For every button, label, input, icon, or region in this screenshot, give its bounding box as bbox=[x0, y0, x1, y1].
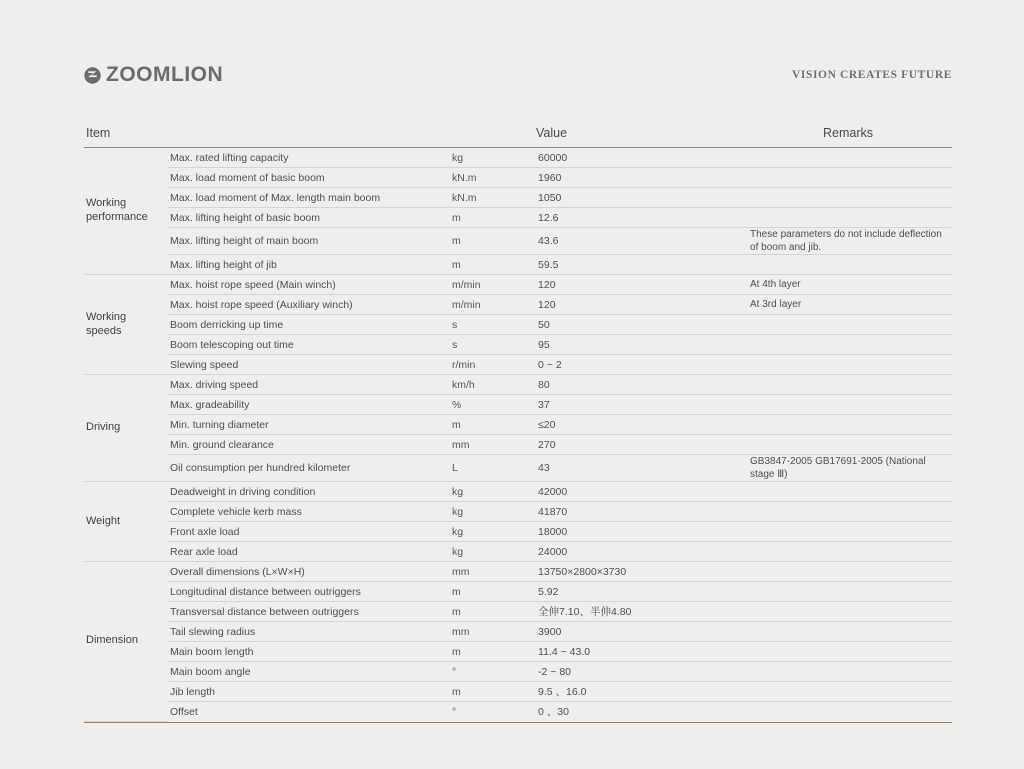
column-header-value: Value bbox=[532, 126, 744, 148]
cell-unit: m bbox=[448, 602, 532, 622]
cell-item-name: Longitudinal distance between outriggers bbox=[168, 582, 448, 602]
cell-value: 43 bbox=[532, 455, 744, 482]
cell-value: 9.5 、16.0 bbox=[532, 682, 744, 702]
table-row bbox=[84, 415, 952, 435]
cell-unit: s bbox=[448, 315, 532, 335]
cell-unit: m/min bbox=[448, 275, 532, 295]
table-row bbox=[84, 455, 952, 482]
cell-value: 1050 bbox=[532, 188, 744, 208]
cell-item-name: Complete vehicle kerb mass bbox=[168, 502, 448, 522]
table-row bbox=[84, 208, 952, 228]
cell-unit: mm bbox=[448, 562, 532, 582]
cell-value: 59.5 bbox=[532, 255, 744, 275]
table-row bbox=[84, 622, 952, 642]
cell-value: 13750×2800×3730 bbox=[532, 562, 744, 582]
cell-value: 11.4 ~ 43.0 bbox=[532, 642, 744, 662]
cell-item-name: Max. hoist rope speed (Main winch) bbox=[168, 275, 448, 295]
cell-item-name: Boom derricking up time bbox=[168, 315, 448, 335]
cell-value: 270 bbox=[532, 435, 744, 455]
cell-unit: m/min bbox=[448, 295, 532, 315]
cell-remarks bbox=[744, 188, 952, 208]
cell-unit: m bbox=[448, 415, 532, 435]
cell-item-name: Tail slewing radius bbox=[168, 622, 448, 642]
cell-remarks bbox=[744, 395, 952, 415]
cell-item-name: Max. lifting height of basic boom bbox=[168, 208, 448, 228]
cell-value: 43.6 bbox=[532, 228, 744, 255]
brand-tagline: VISION CREATES FUTURE bbox=[792, 69, 952, 81]
cell-remarks: These parameters do not include deflection of boom and jib. bbox=[744, 228, 952, 255]
column-header-item: Item bbox=[84, 126, 532, 148]
cell-item-name: Transversal distance between outriggers bbox=[168, 602, 448, 622]
table-row bbox=[84, 275, 952, 295]
cell-value: 50 bbox=[532, 315, 744, 335]
cell-item-name: Max. hoist rope speed (Auxiliary winch) bbox=[168, 295, 448, 315]
table-row bbox=[84, 395, 952, 415]
cell-value: 18000 bbox=[532, 522, 744, 542]
cell-remarks bbox=[744, 662, 952, 682]
cell-value: 80 bbox=[532, 375, 744, 395]
cell-value: -2 ~ 80 bbox=[532, 662, 744, 682]
cell-unit: m bbox=[448, 642, 532, 662]
cell-unit: m bbox=[448, 228, 532, 255]
cell-value: 60000 bbox=[532, 148, 744, 168]
cell-unit: ° bbox=[452, 705, 457, 718]
table-row bbox=[84, 522, 952, 542]
cell-value: 0 、30 bbox=[538, 706, 569, 718]
specifications-table bbox=[84, 126, 952, 722]
cell-remarks bbox=[744, 602, 952, 622]
cell-remarks bbox=[744, 148, 952, 168]
cell-remarks bbox=[744, 642, 952, 662]
table-row bbox=[84, 315, 952, 335]
brand-name: ZOOMLION bbox=[106, 63, 224, 86]
cell-unit: kg bbox=[448, 522, 532, 542]
cell-value: 5.92 bbox=[532, 582, 744, 602]
row-group-label: Driving bbox=[84, 375, 168, 482]
cell-remarks bbox=[744, 562, 952, 582]
cell-item-name: Overall dimensions (L×W×H) bbox=[168, 562, 448, 582]
cell-item-name: Max. lifting height of main boom bbox=[168, 228, 448, 255]
cell-value: 1960 bbox=[532, 168, 744, 188]
cell-item-name: Boom telescoping out time bbox=[168, 335, 448, 355]
cell-value: 3900 bbox=[532, 622, 744, 642]
cell-item-name: Min. ground clearance bbox=[168, 435, 448, 455]
cell-unit: m bbox=[448, 582, 532, 602]
table-row bbox=[84, 295, 952, 315]
cell-remarks bbox=[744, 335, 952, 355]
brand-logo bbox=[84, 63, 223, 87]
row-group-label: Dimension bbox=[84, 562, 168, 722]
cell-item-name: Jib length bbox=[168, 682, 448, 702]
table-row bbox=[84, 662, 952, 682]
row-group-label: Working performance bbox=[84, 148, 168, 275]
cell-value: 42000 bbox=[532, 482, 744, 502]
column-header-remarks: Remarks bbox=[744, 126, 952, 148]
table-head bbox=[84, 126, 952, 148]
cell-remarks bbox=[744, 702, 952, 722]
cell-value: 120 bbox=[532, 295, 744, 315]
cell-remarks bbox=[744, 502, 952, 522]
cell-item-name: Front axle load bbox=[168, 522, 448, 542]
cell-remarks bbox=[744, 255, 952, 275]
cell-remarks bbox=[744, 415, 952, 435]
cell-remarks bbox=[744, 542, 952, 562]
table-row bbox=[84, 702, 952, 722]
table-row bbox=[84, 255, 952, 275]
cell-unit: mm bbox=[448, 622, 532, 642]
table-row bbox=[84, 435, 952, 455]
row-group-label: Working speeds bbox=[84, 275, 168, 375]
table-row bbox=[84, 582, 952, 602]
cell-item-name: Oil consumption per hundred kilometer bbox=[168, 455, 448, 482]
cell-unit: kN.m bbox=[448, 168, 532, 188]
cell-item-name: Max. lifting height of jib bbox=[168, 255, 448, 275]
zoomlion-z-mark-icon bbox=[84, 67, 101, 84]
cell-value: 37 bbox=[532, 395, 744, 415]
row-group-label: Weight bbox=[84, 482, 168, 562]
specifications-table-wrapper bbox=[84, 126, 952, 723]
cell-remarks bbox=[744, 522, 952, 542]
table-row bbox=[84, 482, 952, 502]
cell-value: 120 bbox=[532, 275, 744, 295]
cell-remarks: At 3rd layer bbox=[744, 295, 952, 315]
table-row bbox=[84, 148, 952, 168]
cell-unit: kg bbox=[448, 482, 532, 502]
table-row bbox=[84, 602, 952, 622]
cell-unit: m bbox=[448, 682, 532, 702]
cell-item-name: Main boom angle bbox=[168, 662, 448, 682]
cell-unit: ° bbox=[448, 662, 532, 682]
table-body bbox=[84, 148, 952, 722]
cell-unit: kg bbox=[448, 148, 532, 168]
cell-unit: km/h bbox=[448, 375, 532, 395]
cell-item-name: Max. load moment of Max. length main boom bbox=[168, 188, 448, 208]
table-row bbox=[84, 682, 952, 702]
cell-value: 全伸7.10、半伸4.80 bbox=[532, 602, 744, 622]
cell-value: 12.6 bbox=[532, 208, 744, 228]
cell-item-name: Rear axle load bbox=[168, 542, 448, 562]
cell-unit: L bbox=[448, 455, 532, 482]
cell-remarks bbox=[744, 208, 952, 228]
table-row bbox=[84, 335, 952, 355]
cell-unit: % bbox=[448, 395, 532, 415]
cell-unit: kg bbox=[448, 502, 532, 522]
cell-remarks: GB3847-2005 GB17691-2005 (National stage Ⅲ) bbox=[744, 455, 952, 482]
cell-remarks bbox=[744, 168, 952, 188]
cell-item-name: Min. turning diameter bbox=[168, 415, 448, 435]
cell-remarks bbox=[744, 622, 952, 642]
cell-value: ≤20 bbox=[532, 415, 744, 435]
table-row bbox=[84, 375, 952, 395]
cell-value: 41870 bbox=[532, 502, 744, 522]
cell-remarks: At 4th layer bbox=[744, 275, 952, 295]
cell-unit: m bbox=[448, 255, 532, 275]
table-row bbox=[84, 502, 952, 522]
cell-remarks bbox=[744, 315, 952, 335]
cell-unit: r/min bbox=[448, 355, 532, 375]
cell-unit: s bbox=[448, 335, 532, 355]
cell-item-name: Deadweight in driving condition bbox=[168, 482, 448, 502]
table-row bbox=[84, 355, 952, 375]
cell-remarks bbox=[744, 355, 952, 375]
cell-remarks bbox=[744, 375, 952, 395]
table-bottom-rule bbox=[84, 722, 952, 724]
table-row bbox=[84, 562, 952, 582]
cell-item-name: Max. gradeability bbox=[168, 395, 448, 415]
table-row bbox=[84, 188, 952, 208]
table-row bbox=[84, 168, 952, 188]
cell-remarks bbox=[744, 582, 952, 602]
cell-value: 95 bbox=[532, 335, 744, 355]
table-row bbox=[84, 542, 952, 562]
cell-unit: kN.m bbox=[448, 188, 532, 208]
cell-unit: mm bbox=[448, 435, 532, 455]
cell-remarks bbox=[744, 435, 952, 455]
table-row bbox=[84, 228, 952, 255]
cell-item-name: Slewing speed bbox=[168, 355, 448, 375]
cell-value: 24000 bbox=[532, 542, 744, 562]
cell-item-name: Offset bbox=[170, 705, 198, 718]
cell-remarks bbox=[744, 482, 952, 502]
table-row bbox=[84, 642, 952, 662]
cell-unit: kg bbox=[448, 542, 532, 562]
cell-value: 0 ~ 2 bbox=[532, 355, 744, 375]
cell-unit: m bbox=[448, 208, 532, 228]
table-header-row bbox=[84, 126, 952, 148]
cell-item-name: Main boom length bbox=[168, 642, 448, 662]
page-header bbox=[84, 55, 952, 95]
cell-item-name: Max. rated lifting capacity bbox=[168, 148, 448, 168]
cell-item-name: Max. driving speed bbox=[168, 375, 448, 395]
cell-item-name: Max. load moment of basic boom bbox=[168, 168, 448, 188]
cell-remarks bbox=[744, 682, 952, 702]
